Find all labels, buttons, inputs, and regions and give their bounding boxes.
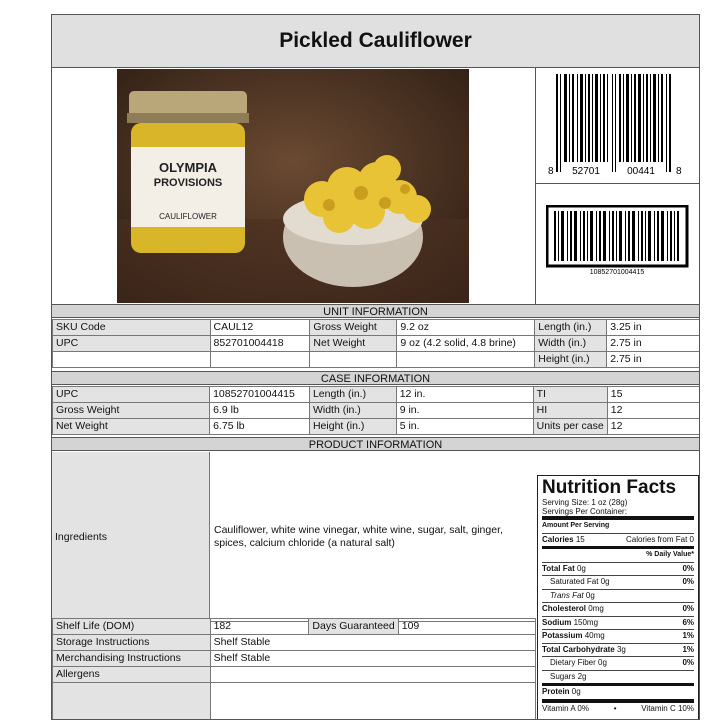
vitamin-a: Vitamin A 0% xyxy=(542,703,589,713)
jar-brand-1: OLYMPIA xyxy=(158,160,218,175)
nutrient-label: Potassium xyxy=(542,631,583,640)
upc-digit-right: 8 xyxy=(676,166,682,177)
nutrient-amount: 0g xyxy=(585,590,595,600)
calories-value: 15 xyxy=(575,534,585,544)
unit-net-label: Net Weight xyxy=(310,336,397,352)
sku-label: SKU Code xyxy=(53,320,211,336)
case-hi-value: 12 xyxy=(607,403,699,419)
units-per-case-label: Units per case xyxy=(533,419,607,435)
nutrient-label: Trans Fat xyxy=(550,590,584,600)
amount-per-serving: Amount Per Serving xyxy=(542,522,610,529)
storage-value: Shelf Stable xyxy=(210,635,535,651)
days-guaranteed-label: Days Guaranteed xyxy=(309,619,398,635)
case-length-label: Length (in.) xyxy=(309,387,396,403)
case-length-value: 12 in. xyxy=(396,387,533,403)
units-per-case-value: 12 xyxy=(607,419,699,435)
unit-net-value: 9 oz (4.2 solid, 4.8 brine) xyxy=(397,336,535,352)
upc-digits-1: 52701 xyxy=(572,166,600,177)
nutrient-label: Cholesterol xyxy=(542,604,587,613)
nutrient-row xyxy=(542,683,694,699)
unit-height-value: 2.75 in xyxy=(607,352,700,368)
case-height-label: Height (in.) xyxy=(309,419,396,435)
case-gross-label: Gross Weight xyxy=(53,403,210,419)
nutrient-dv: 1% xyxy=(682,631,694,640)
unit-length-label: Length (in.) xyxy=(535,320,607,336)
nutrition-title: Nutrition Facts xyxy=(542,477,677,498)
nutrient-row xyxy=(542,670,694,684)
page-title: Pickled Cauliflower xyxy=(52,15,699,68)
jar-brand-2: PROVISIONS xyxy=(153,177,223,189)
nutrient-amount: 150mg xyxy=(573,617,599,627)
nutrient-row xyxy=(542,643,694,657)
servings-per-container: Servings Per Container: xyxy=(542,507,627,516)
nutrient-row xyxy=(542,602,694,616)
unit-gross-label: Gross Weight xyxy=(310,320,397,336)
nutrient-label: Dietary Fiber xyxy=(550,658,596,667)
unit-upc-value: 852701004418 xyxy=(210,336,310,352)
case-barcode-digits: 10852701004415 xyxy=(589,269,645,275)
nutrient-row xyxy=(542,656,694,670)
case-upc-label: UPC xyxy=(53,387,210,403)
nutrition-facts-panel: Nutrition Facts Serving Size: 1 oz (28g) Servings Per Container: Amount Per Serving Calories 15 Calories from Fat 0 % Daily Value* Total Fat 0g 0% Saturated Fat 0g 0% Trans Fat 0g Cholesterol 0mg 0% Sodium 150mg 6% Potassium 40mg 1% Total Carbohydrate 3g 1% Dietary Fiber 0g 0% Sugars 2g Protein 0g Vitamin A 0% • Vitamin C 10% xyxy=(537,475,699,720)
storage-label: Storage Instructions xyxy=(53,635,211,651)
merch-value: Shelf Stable xyxy=(210,651,535,667)
nutrient-rows xyxy=(542,562,694,699)
nutrient-amount: 0g xyxy=(598,658,607,667)
nutrient-label: Total Carbohydrate xyxy=(542,644,615,654)
nutrient-amount: 0mg xyxy=(588,604,604,613)
nutrient-dv: 1% xyxy=(682,644,694,654)
case-hi-label: HI xyxy=(533,403,607,419)
nutrient-row xyxy=(542,616,694,630)
nutrient-dv: 0% xyxy=(682,563,694,573)
product-photo xyxy=(117,69,469,303)
nutrient-dv: 0% xyxy=(682,577,694,586)
nutrient-dv: 6% xyxy=(682,617,694,627)
product-info-table xyxy=(52,618,536,720)
nutrient-amount: 40mg xyxy=(584,631,605,640)
case-width-label: Width (in.) xyxy=(309,403,396,419)
nutrient-label: Sodium xyxy=(542,617,572,627)
case-gross-value: 6.9 lb xyxy=(210,403,310,419)
nutrient-row xyxy=(542,562,694,576)
shelf-life-label: Shelf Life (DOM) xyxy=(53,619,211,635)
case-info-table xyxy=(52,386,700,435)
allergens-label: Allergens xyxy=(53,667,211,683)
case-info-heading: CASE INFORMATION xyxy=(52,371,699,385)
unit-height-label: Height (in.) xyxy=(535,352,607,368)
case-width-value: 9 in. xyxy=(396,403,533,419)
unit-info-table xyxy=(52,319,700,368)
upc-digits-2: 00441 xyxy=(627,166,655,177)
sku-value: CAUL12 xyxy=(210,320,310,336)
case-net-label: Net Weight xyxy=(53,419,210,435)
nutrient-row xyxy=(542,629,694,643)
nutrient-label: Total Fat xyxy=(542,563,575,573)
ingredients-text: Cauliflower, white wine vinegar, white wine, sugar, salt, ginger, spices, calcium chloride (a natural salt) xyxy=(210,452,535,622)
daily-value-header: % Daily Value* xyxy=(646,551,694,558)
unit-width-value: 2.75 in xyxy=(607,336,700,352)
case-ti-label: TI xyxy=(533,387,607,403)
unit-upc-label: UPC xyxy=(53,336,211,352)
case-ti-value: 15 xyxy=(607,387,699,403)
nutrient-row xyxy=(542,589,694,603)
nutrient-label: Protein xyxy=(542,687,570,696)
calories-from-fat: Calories from Fat 0 xyxy=(625,534,694,544)
calories-label: Calories xyxy=(542,534,574,544)
unit-gross-value: 9.2 oz xyxy=(397,320,535,336)
case-upc-value: 10852701004415 xyxy=(210,387,310,403)
ingredients-label: Ingredients xyxy=(52,452,210,622)
spec-sheet xyxy=(51,14,700,720)
case-net-value: 6.75 lb xyxy=(210,419,310,435)
nutrient-amount: 0g xyxy=(571,687,581,696)
nutrient-row xyxy=(542,575,694,589)
upc-digit-left: 8 xyxy=(548,166,554,177)
product-info-heading: PRODUCT INFORMATION xyxy=(52,437,699,451)
unit-width-label: Width (in.) xyxy=(535,336,607,352)
nutrient-dv: 0% xyxy=(682,658,694,667)
nutrient-amount: 0g xyxy=(576,563,586,573)
unit-length-value: 3.25 in xyxy=(607,320,700,336)
days-guaranteed-value: 109 xyxy=(398,619,535,635)
case-barcode xyxy=(546,205,690,275)
merch-label: Merchandising Instructions xyxy=(53,651,211,667)
nutrient-label: Saturated Fat xyxy=(550,577,599,586)
jar-product: CAULIFLOWER xyxy=(159,212,217,221)
nutrient-dv: 0% xyxy=(682,604,694,613)
nutrient-amount: 3g xyxy=(616,644,626,654)
nutrient-amount: 0g xyxy=(600,577,610,586)
vitamin-c: Vitamin C 10% xyxy=(641,703,694,713)
shelf-life-value: 182 xyxy=(210,619,309,635)
nutrient-label: Sugars xyxy=(550,671,576,681)
case-height-value: 5 in. xyxy=(396,419,533,435)
nutrient-amount: 2g xyxy=(577,671,587,681)
serving-size: Serving Size: 1 oz (28g) xyxy=(542,498,628,507)
unit-info-heading: UNIT INFORMATION xyxy=(52,304,699,318)
allergens-value xyxy=(210,667,535,683)
upc-barcode xyxy=(546,72,696,180)
